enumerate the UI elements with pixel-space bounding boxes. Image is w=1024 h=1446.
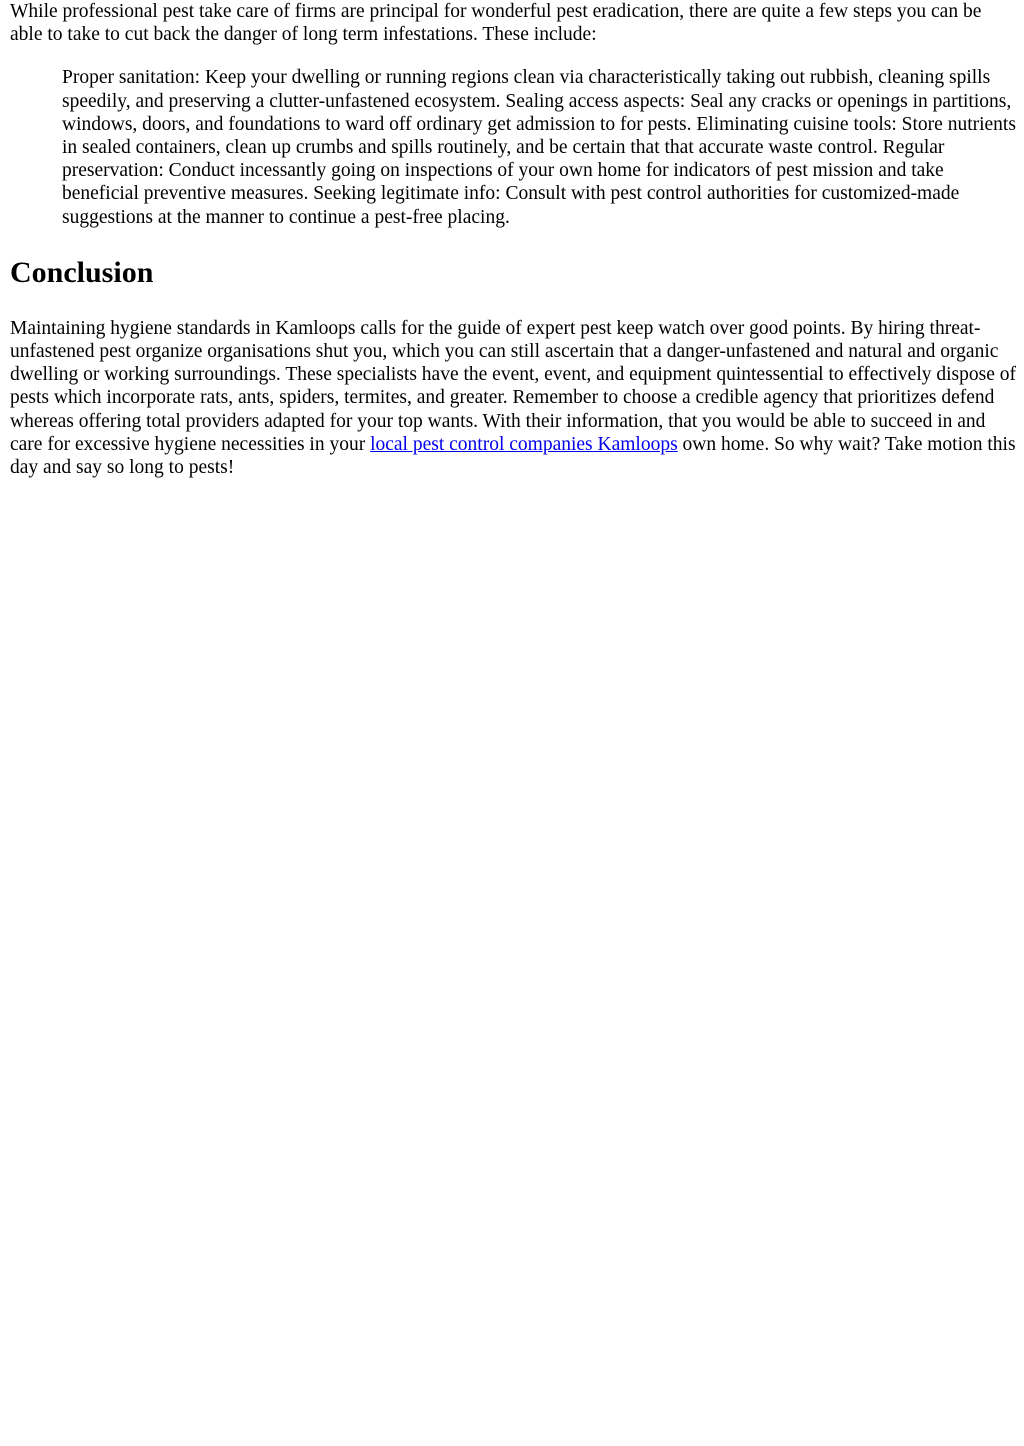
intro-paragraph: While professional pest take care of firms are principal for wonderful pest eradication, there are quite a few steps you can be able to take to cut back the danger of long term infestations. These include: [10, 1, 982, 46]
conclusion-heading: Conclusion [10, 255, 154, 289]
conclusion-text-before-link: Maintaining hygiene standards in Kamloops calls for the guide of expert pest keep watch over good points. By hiring threat-unfastened pest organize organisations shut you, which you can still ascertain that a danger-unfastened and natural and organic dwelling or working surroundings. These specialists have the event, event, and equipment quintessential to effectively dispose of pests which incorporate rats, ants, spiders, termites, and greater. Remember to choose a credible agency that prioritizes defend whereas offering total providers adapted for your top wants. With their information, that you would be able to succeed in and care for excessive hygiene necessities in your [10, 317, 1017, 455]
conclusion-paragraph [10, 317, 1016, 479]
prevention-tips-blockquote: Proper sanitation: Keep your dwelling or running regions clean via characteristically taking out rubbish, cleaning spills speedily, and preserving a clutter-unfastened ecosystem. Sealing access aspects: Seal any cracks or openings in partitions, windows, doors, and foundations to ward off ordinary get admission to for pests. Eliminating cuisine tools: Store nutrients in sealed containers, clean up crumbs and spills routinely, and be certain that that accurate waste control. Regular preservation: Conduct incessantly going on inspections of your own home for indicators of pest mission and take beneficial preventive measures. Seeking legitimate info: Consult with pest control authorities for customized-made suggestions at the manner to continue a pest-free placing. [62, 67, 1016, 228]
document-page [10, 0, 1016, 479]
pest-control-link[interactable]: local pest control companies Kamloops [370, 433, 678, 455]
conclusion-text-after-link: own home. So why wait? Take motion this day and say so long to pests! [10, 433, 1016, 479]
